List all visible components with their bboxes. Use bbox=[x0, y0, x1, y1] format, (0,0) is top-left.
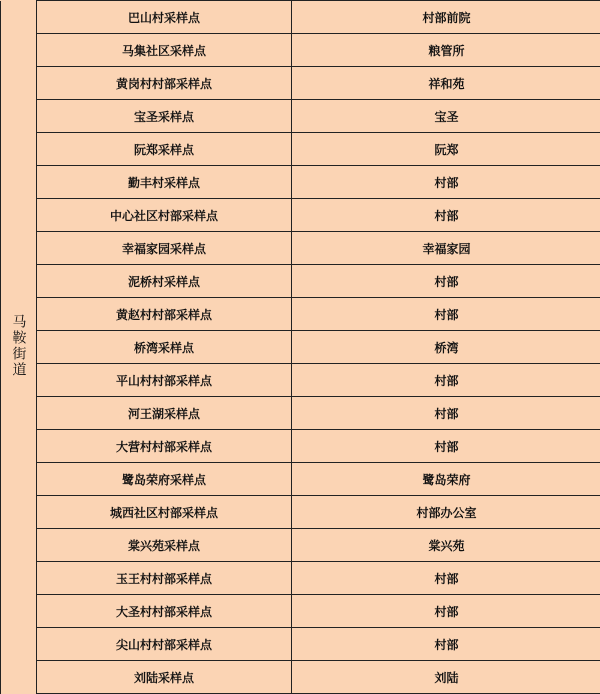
site-name-cell: 河王湖采样点 bbox=[37, 397, 292, 430]
table-row bbox=[1, 364, 600, 397]
site-name-cell: 巴山村采样点 bbox=[37, 1, 292, 34]
table-row bbox=[1, 265, 600, 298]
site-name-cell: 尖山村村部采样点 bbox=[37, 628, 292, 661]
site-location-cell: 粮管所 bbox=[292, 34, 600, 67]
site-name-cell: 黄岗村村部采样点 bbox=[37, 67, 292, 100]
site-name-cell: 棠兴苑采样点 bbox=[37, 529, 292, 562]
table-row bbox=[1, 67, 600, 100]
site-location-cell: 阮郑 bbox=[292, 133, 600, 166]
table-row bbox=[1, 595, 600, 628]
site-location-cell: 村部 bbox=[292, 562, 600, 595]
table-row bbox=[1, 430, 600, 463]
site-name-cell: 鹭岛荣府采样点 bbox=[37, 463, 292, 496]
site-location-cell: 棠兴苑 bbox=[292, 529, 600, 562]
table-row bbox=[1, 463, 600, 496]
site-name-cell: 大圣村村部采样点 bbox=[37, 595, 292, 628]
table-row bbox=[1, 166, 600, 199]
site-location-cell: 幸福家园 bbox=[292, 232, 600, 265]
table-row bbox=[1, 397, 600, 430]
site-location-cell: 宝圣 bbox=[292, 100, 600, 133]
table-row bbox=[1, 529, 600, 562]
table-row bbox=[1, 496, 600, 529]
site-name-cell: 黄赵村村部采样点 bbox=[37, 298, 292, 331]
site-name-cell: 平山村村部采样点 bbox=[37, 364, 292, 397]
site-location-cell: 村部 bbox=[292, 199, 600, 232]
site-location-cell: 村部 bbox=[292, 628, 600, 661]
table-row bbox=[1, 199, 600, 232]
table-row bbox=[1, 34, 600, 67]
site-name-cell: 桥湾采样点 bbox=[37, 331, 292, 364]
site-name-cell: 刘陆采样点 bbox=[37, 661, 292, 694]
site-location-cell: 村部 bbox=[292, 166, 600, 199]
table-row bbox=[1, 1, 600, 34]
site-location-cell: 祥和苑 bbox=[292, 67, 600, 100]
site-location-cell: 桥湾 bbox=[292, 331, 600, 364]
site-location-cell: 村部 bbox=[292, 364, 600, 397]
site-location-cell: 村部 bbox=[292, 430, 600, 463]
site-name-cell: 玉王村村部采样点 bbox=[37, 562, 292, 595]
table-body bbox=[1, 1, 600, 694]
table-row bbox=[1, 331, 600, 364]
site-location-cell: 村部办公室 bbox=[292, 496, 600, 529]
site-location-cell: 村部 bbox=[292, 397, 600, 430]
district-label: 马鞍街道 bbox=[9, 314, 29, 378]
site-location-cell: 村部 bbox=[292, 265, 600, 298]
site-location-cell: 村部 bbox=[292, 595, 600, 628]
table-row bbox=[1, 628, 600, 661]
site-name-cell: 阮郑采样点 bbox=[37, 133, 292, 166]
site-name-cell: 马集社区采样点 bbox=[37, 34, 292, 67]
site-name-cell: 勤丰村采样点 bbox=[37, 166, 292, 199]
table-row bbox=[1, 133, 600, 166]
site-name-cell: 大营村村部采样点 bbox=[37, 430, 292, 463]
table-row bbox=[1, 298, 600, 331]
site-name-cell: 泥桥村采样点 bbox=[37, 265, 292, 298]
district-cell bbox=[1, 1, 37, 694]
table-row bbox=[1, 232, 600, 265]
table-row bbox=[1, 100, 600, 133]
site-name-cell: 中心社区村部采样点 bbox=[37, 199, 292, 232]
site-name-cell: 城西社区村部采样点 bbox=[37, 496, 292, 529]
site-location-cell: 刘陆 bbox=[292, 661, 600, 694]
site-location-cell: 鹭岛荣府 bbox=[292, 463, 600, 496]
site-location-cell: 村部 bbox=[292, 298, 600, 331]
table-row bbox=[1, 562, 600, 595]
site-location-cell: 村部前院 bbox=[292, 1, 600, 34]
site-name-cell: 宝圣采样点 bbox=[37, 100, 292, 133]
site-name-cell: 幸福家园采样点 bbox=[37, 232, 292, 265]
